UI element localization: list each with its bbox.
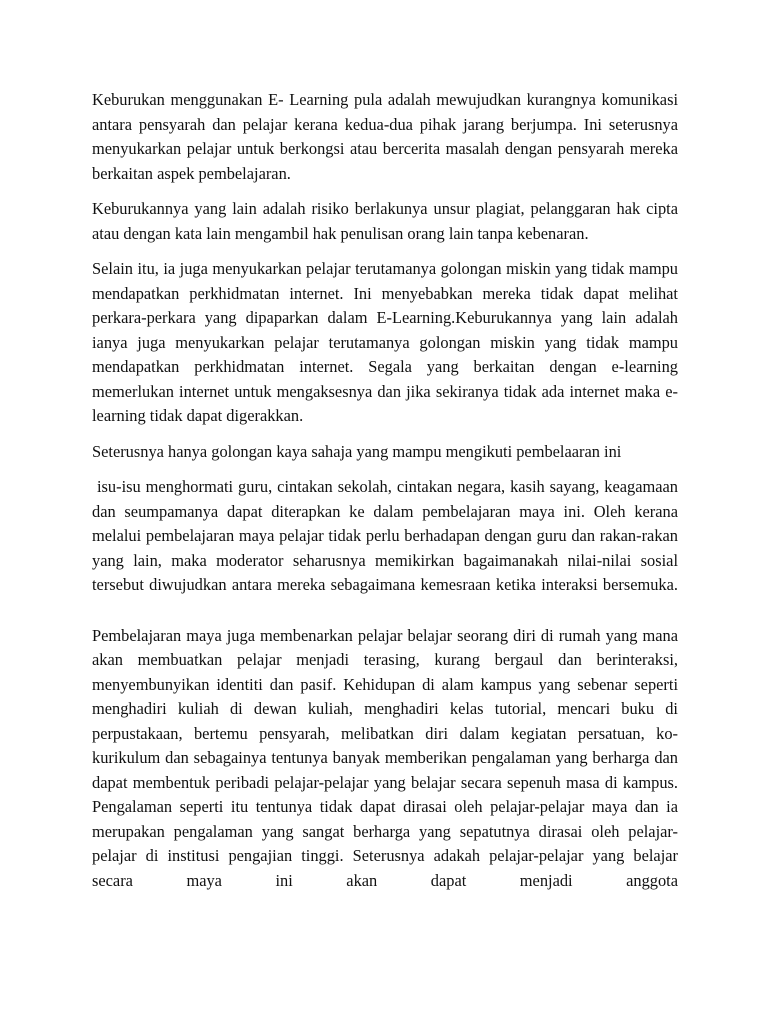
paragraph-plagiarism: Keburukannya yang lain adalah risiko berlakunya unsur plagiat, pelanggaran hak cipta atau dengan kata lain mengambil hak penulisan orang lain tanpa kebenaran. <box>92 199 678 243</box>
paragraph-isolation: Pembelajaran maya juga membenarkan pelajar belajar seorang diri di rumah yang mana akan membuatkan pelajar menjadi terasing, kurang bergaul dan berinteraksi, menyembunyikan identiti dan pasif. Kehidupan di alam kampus yang sebenar seperti menghadiri kuliah di dewan kuliah, menghadiri kelas tutorial, mencari buku di perpustakaan, bertemu pensyarah, melibatkan diri dalam kegiatan persatuan, ko-kurikulum dan sebagainya tentunya banyak memberikan pengalaman yang berharga dan dapat membentuk peribadi pelajar-pelajar yang belajar secara sepenuh masa di kampus. Pengalaman seperti itu tentunya tidak dapat dirasai oleh pelajar-pelajar maya dan ia merupakan pengalaman yang sangat berharga yang sepatutnya dirasai oleh pelajar-pelajar di institusi pengajian tinggi. Seterusnya adakah pelajar-pelajar yang belajar secara maya ini akan dapat menjadi anggota <box>92 625 678 890</box>
paragraph-wealthy-only: Seterusnya hanya golongan kaya sahaja yang mampu mengikuti pembelaaran ini <box>92 441 622 461</box>
paragraph-social-values: isu-isu menghormati guru, cintakan sekolah, cintakan negara, kasih sayang, keagamaan dan seumpamanya dapat diterapkan ke dalam pembelajaran maya ini. Oleh kerana melalui pembelajaran maya pelajar tidak perlu berhadapan dengan guru dan rakan-rakan yang lain, maka moderator seharusnya memikirkan bagaimanakah nilai-nilai sosial tersebut diwujudkan antara mereka sebagaimana kemesraan ketika interaksi bersemuka. <box>92 477 687 594</box>
paragraph-internet-access: Selain itu, ia juga menyukarkan pelajar terutamanya golongan miskin yang tidak mampu mendapatkan perkhidmatan internet. Ini menyebabkan mereka tidak dapat melihat perkara-perkara yang dipaparkan dalam E-Learning.Keburukannya yang lain adalah ianya juga menyukarkan pelajar terutamanya golongan miskin yang tidak mampu mendapatkan perkhidmatan internet. Segala yang berkaitan dengan e-learning memerlukan internet untuk mengaksesnya dan jika sekiranya tidak ada internet maka e-learning tidak dapat digerakkan. <box>92 259 678 425</box>
document-page <box>92 88 687 904</box>
paragraph-communication: Keburukan menggunakan E- Learning pula adalah mewujudkan kurangnya komunikasi antara pensyarah dan pelajar kerana kedua-dua pihak jarang berjumpa. Ini seterusnya menyukarkan pelajar untuk berkongsi atau bercerita masalah dengan pensyarah mereka berkaitan aspek pembelajaran. <box>92 90 678 183</box>
